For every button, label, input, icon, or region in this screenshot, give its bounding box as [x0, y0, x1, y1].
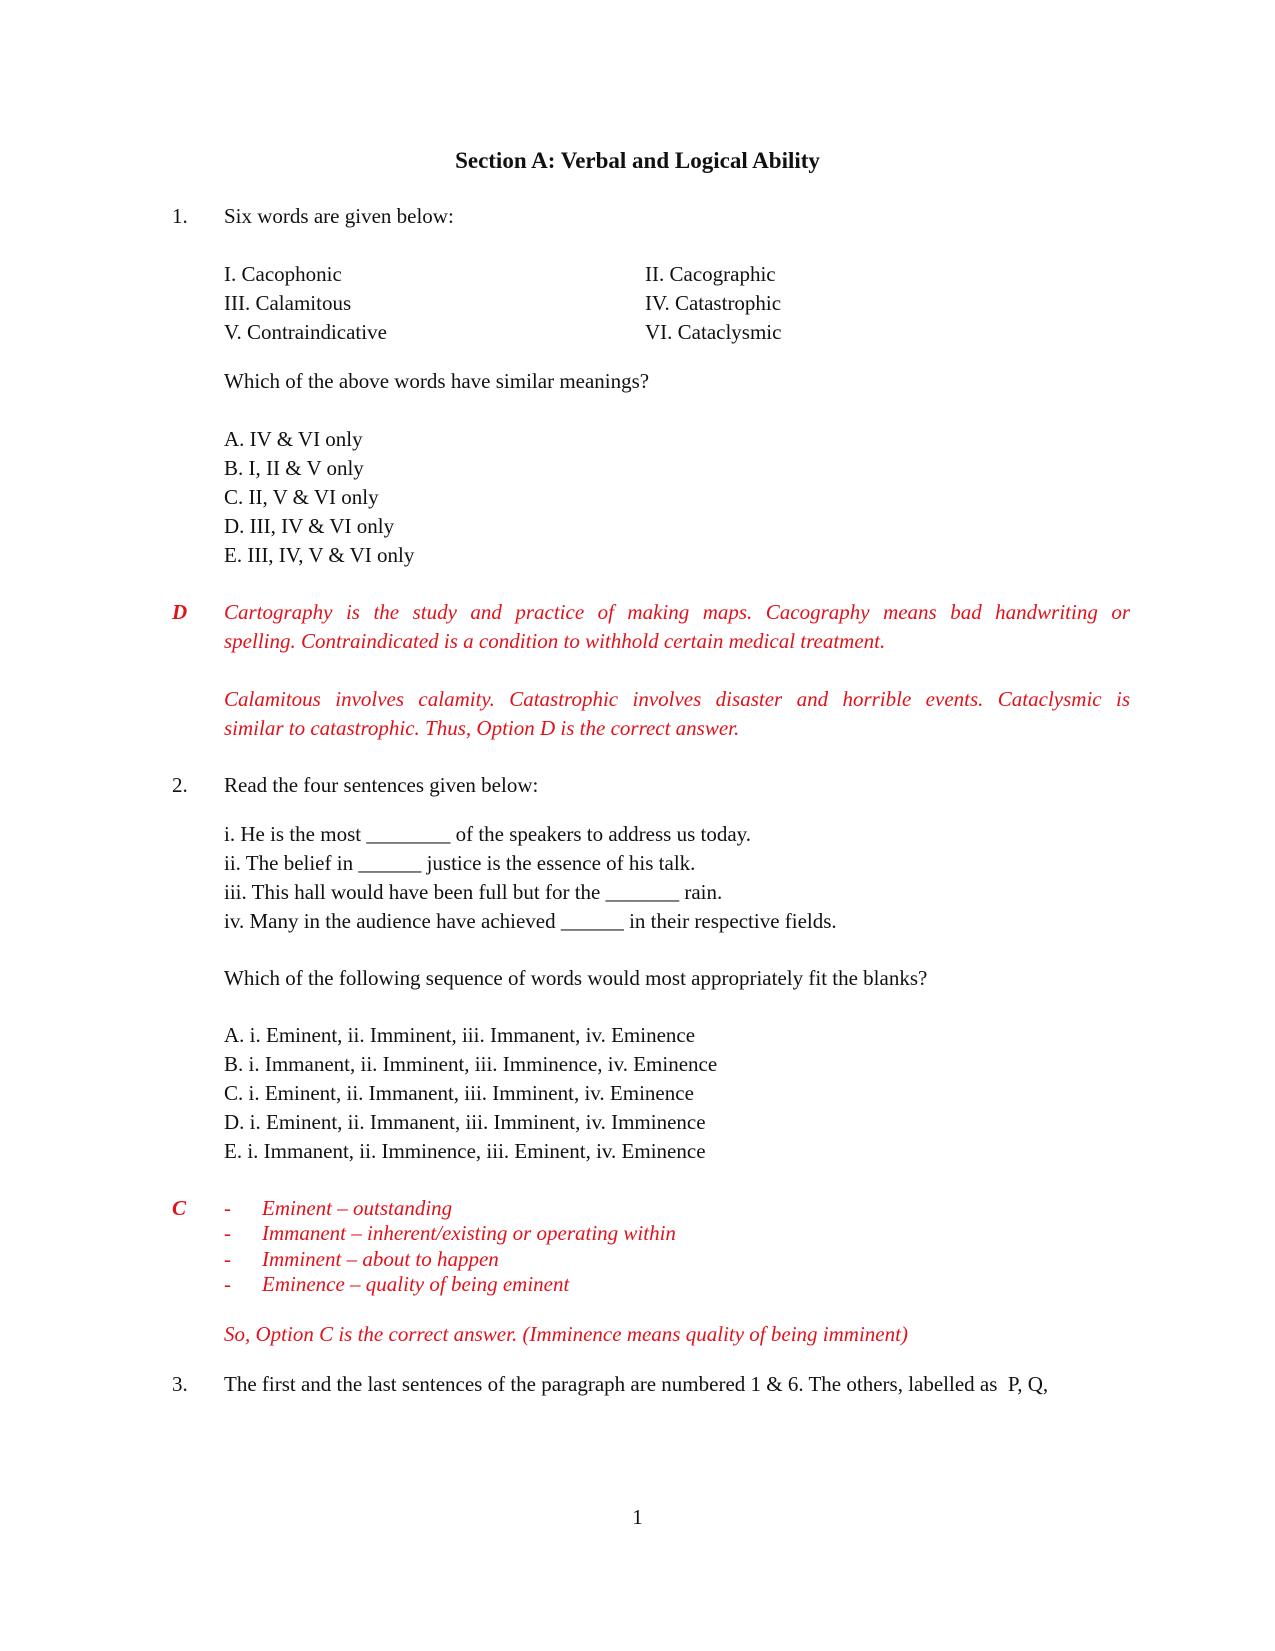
- question-1-prompt: Which of the above words have similar meanings?: [224, 369, 650, 393]
- sentence-iv: iv. Many in the audience have achieved ______ in their respective fields.: [224, 909, 837, 933]
- word-1: I. Cacophonic: [224, 262, 342, 286]
- question-2-prompt: Which of the following sequence of words would most appropriately fit the blanks?: [224, 966, 928, 990]
- question-1-stem: Six words are given below:: [224, 204, 454, 228]
- q2-option-c: C. i. Eminent, ii. Immanent, iii. Imminent, iv. Eminence: [224, 1081, 694, 1105]
- definition-imminent: Imminent – about to happen: [262, 1247, 499, 1271]
- word-5: V. Contraindicative: [224, 320, 387, 344]
- sentence-ii: ii. The belief in ______ justice is the essence of his talk.: [224, 851, 696, 875]
- q1-option-b: B. I, II & V only: [224, 456, 364, 480]
- q1-option-d: D. III, IV & VI only: [224, 514, 395, 538]
- question-3-stem: The first and the last sentences of the paragraph are numbered 1 & 6. The others, labelled as P, Q,: [224, 1372, 1049, 1396]
- question-2-number: 2.: [172, 773, 188, 797]
- q1-option-c: C. II, V & VI only: [224, 485, 379, 509]
- question-2-stem: Read the four sentences given below:: [224, 773, 539, 797]
- word-3: III. Calamitous: [224, 291, 352, 315]
- word-6: VI. Cataclysmic: [645, 320, 782, 344]
- page-title: Section A: Verbal and Logical Ability: [455, 148, 820, 173]
- q2-answer-letter: C: [172, 1196, 187, 1220]
- definition-eminence: Eminence – quality of being eminent: [262, 1272, 570, 1296]
- q2-option-d: D. i. Eminent, ii. Immanent, iii. Imminent, iv. Imminence: [224, 1110, 706, 1134]
- q1-option-a: A. IV & VI only: [224, 427, 363, 451]
- word-4: IV. Catastrophic: [645, 291, 782, 315]
- definition-immanent: Immanent – inherent/existing or operating within: [262, 1221, 676, 1245]
- q1-explanation-1-line1: Cartography is the study and practice of making maps. Cacography means bad handwriting or: [224, 600, 1130, 624]
- q1-answer-letter: D: [172, 600, 188, 624]
- q1-explanation-1-line2: spelling. Contraindicated is a condition to withhold certain medical treatment.: [224, 629, 886, 653]
- q1-explanation-2-line2: similar to catastrophic. Thus, Option D is the correct answer.: [224, 716, 740, 740]
- definition-eminent: Eminent – outstanding: [262, 1196, 453, 1220]
- q1-option-e: E. III, IV, V & VI only: [224, 543, 415, 567]
- question-3-number: 3.: [172, 1372, 188, 1396]
- bullet-dash: -: [224, 1196, 231, 1220]
- page-number: 1: [632, 1505, 643, 1529]
- sentence-i: i. He is the most ________ of the speakers to address us today.: [224, 822, 752, 846]
- bullet-dash: -: [224, 1247, 231, 1271]
- q2-conclusion: So, Option C is the correct answer. (Imminence means quality of being imminent): [224, 1322, 908, 1346]
- q2-option-e: E. i. Immanent, ii. Imminence, iii. Eminent, iv. Eminence: [224, 1139, 706, 1163]
- q2-option-b: B. i. Immanent, ii. Imminent, iii. Imminence, iv. Eminence: [224, 1052, 718, 1076]
- q1-explanation-2-line1: Calamitous involves calamity. Catastrophic involves disaster and horrible events. Cataclysmic is: [224, 687, 1130, 711]
- bullet-dash: -: [224, 1272, 231, 1296]
- sentence-iii: iii. This hall would have been full but for the _______ rain.: [224, 880, 723, 904]
- question-1-number: 1.: [172, 204, 188, 228]
- q2-option-a: A. i. Eminent, ii. Imminent, iii. Immanent, iv. Eminence: [224, 1023, 696, 1047]
- bullet-dash: -: [224, 1221, 231, 1245]
- word-2: II. Cacographic: [645, 262, 776, 286]
